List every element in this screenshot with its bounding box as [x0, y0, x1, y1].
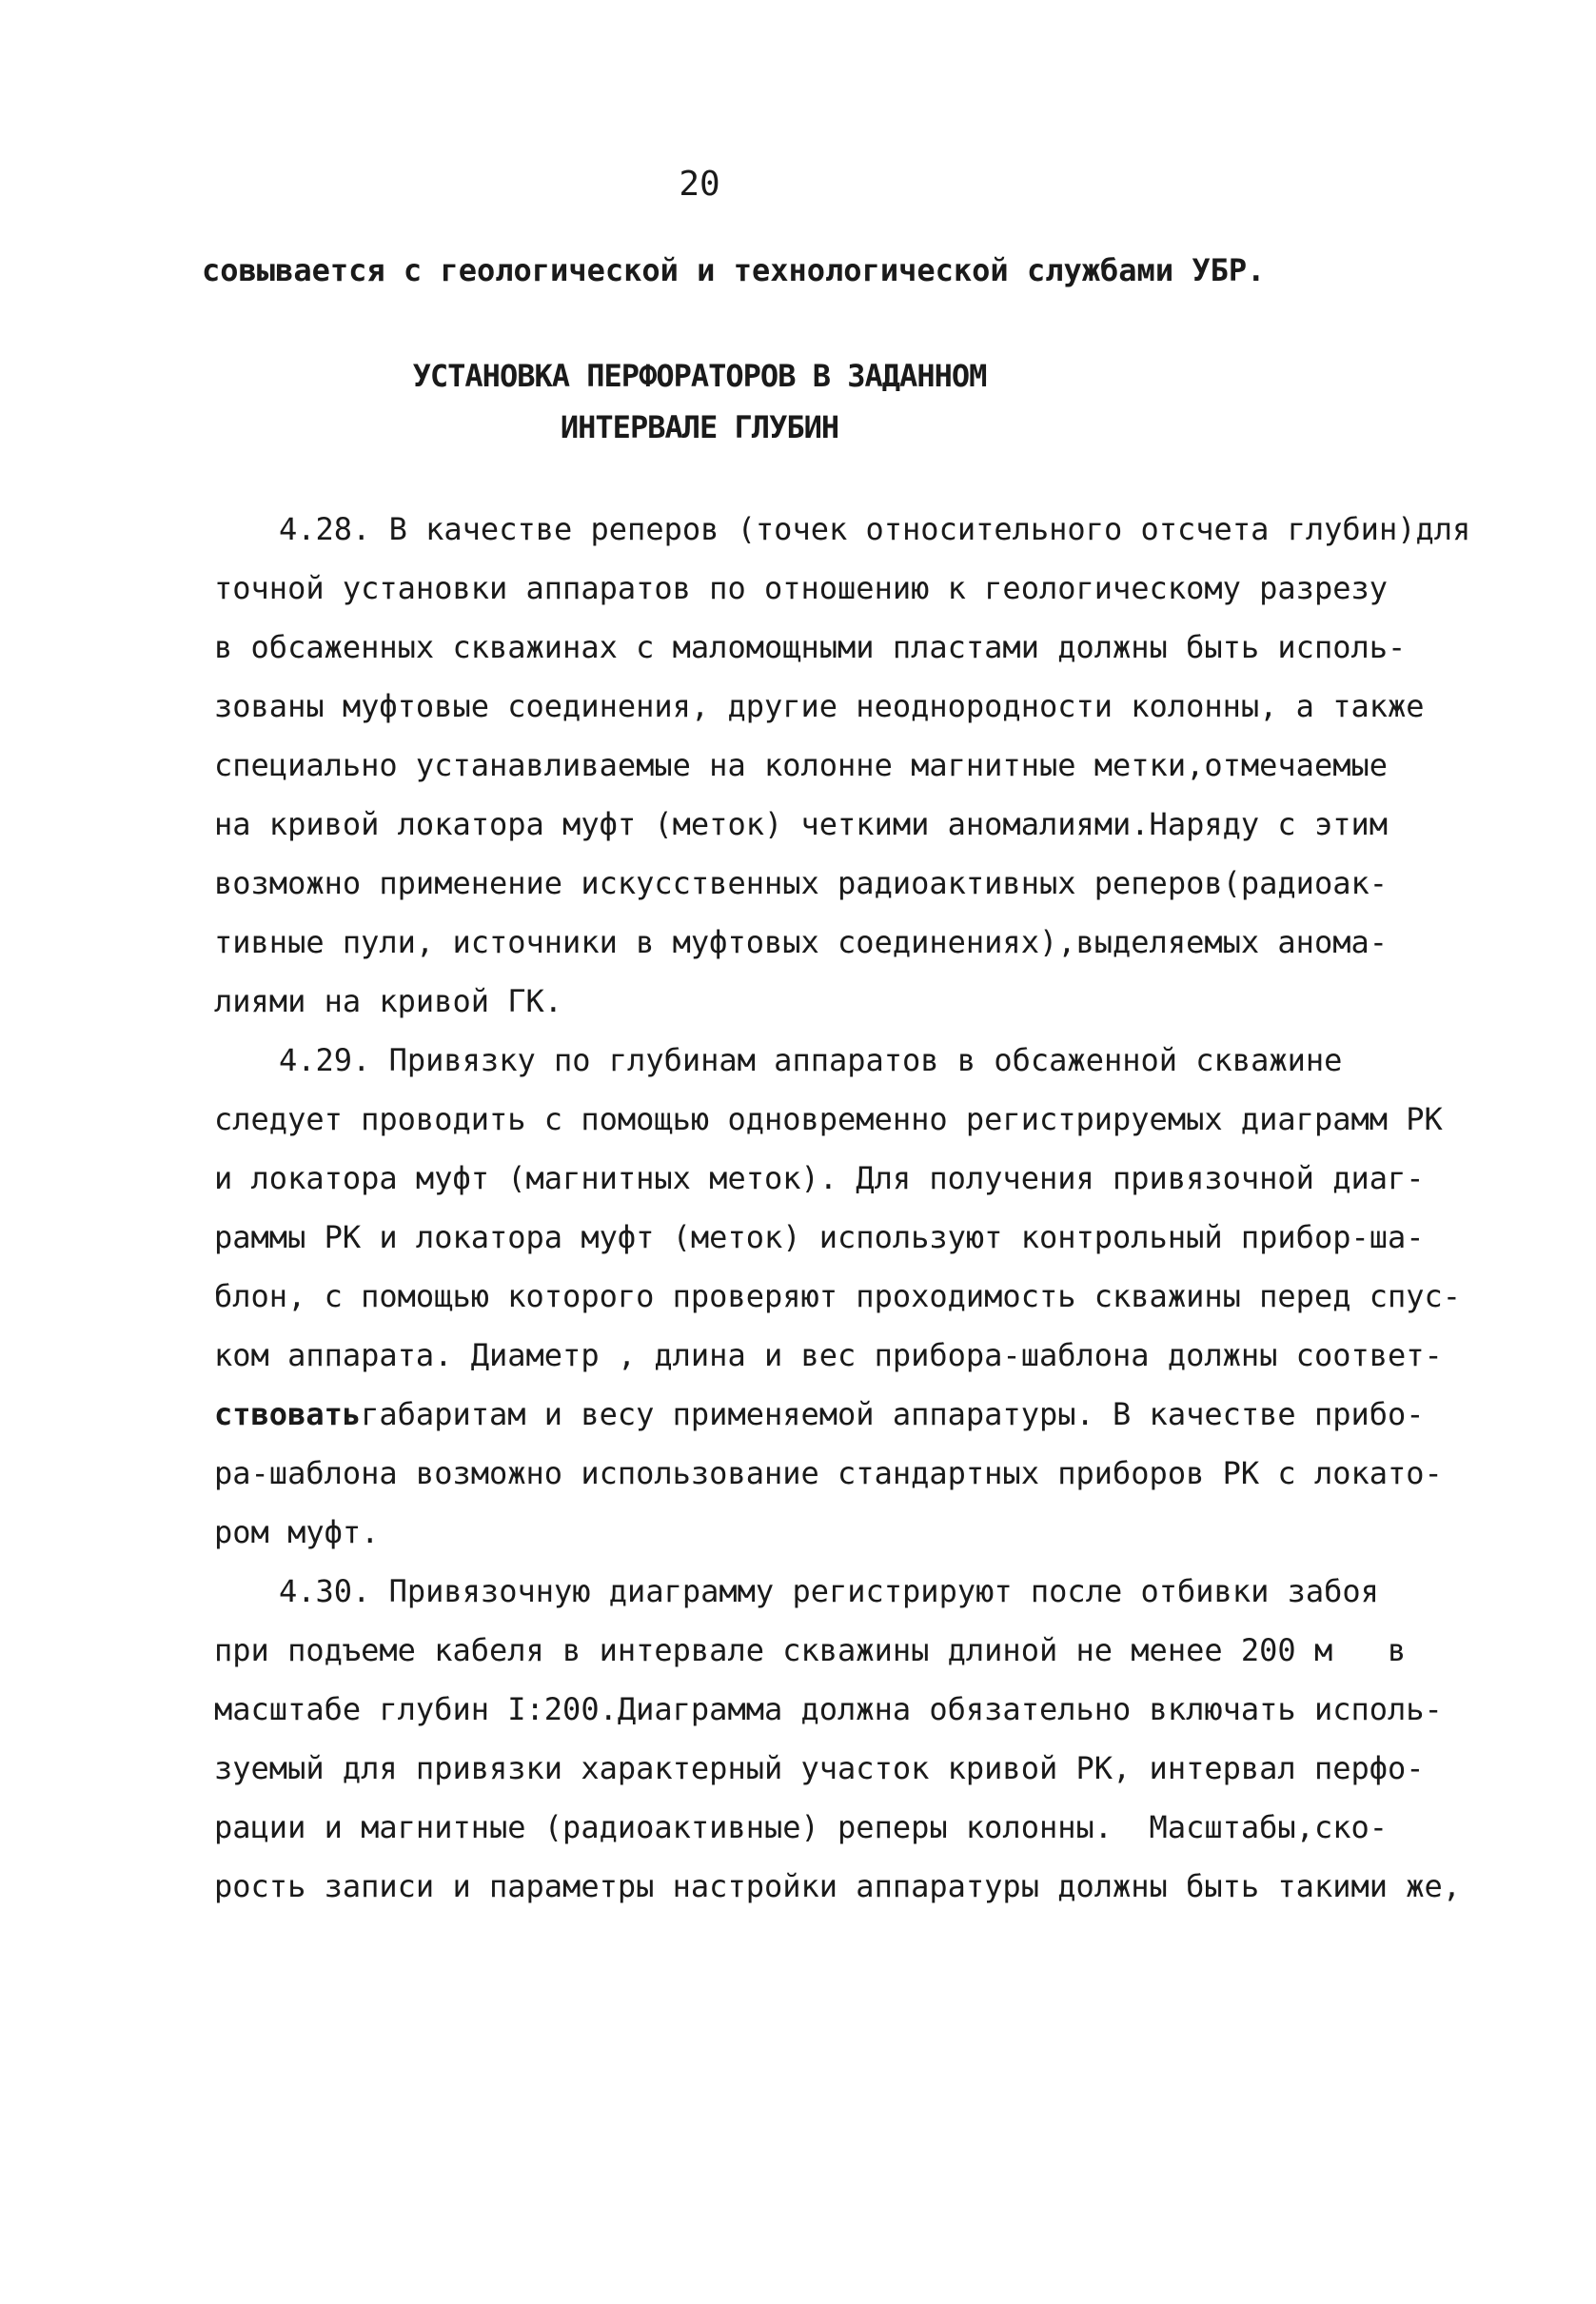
paragraph-4-28	[214, 500, 1471, 1031]
section-heading	[0, 350, 1399, 453]
paragraph-line: масштабе глубин I:200.Диаграмма должна обязательно включать исполь-	[214, 1691, 1443, 1727]
bold-word: ствовать	[214, 1396, 362, 1432]
paragraph-line-with-bold-prefix	[214, 1385, 1451, 1444]
paragraph-line-rest: габаритам и весу применяемой аппаратуры. В качестве прибо-	[361, 1396, 1425, 1432]
paragraph-line: ром муфт.	[214, 1514, 380, 1550]
heading-line: ИНТЕРВАЛЕ ГЛУБИН	[560, 409, 839, 445]
paragraph-line: и локатора муфт (магнитных меток). Для получения привязочной диаг-	[214, 1160, 1425, 1196]
paragraph-line: точной установки аппаратов по отношению к геологическому разрезу	[214, 570, 1388, 606]
paragraph-line: возможно применение искусственных радиоактивных реперов(радиоак-	[214, 865, 1388, 901]
paragraph-line: на кривой локатора муфт (меток) четкими аномалиями.Наряду с этим	[214, 806, 1388, 842]
continuation-line: совывается с геологической и технологической службами УБР.	[202, 252, 1266, 288]
paragraph-line: рации и магнитные (радиоактивные) реперы колонны. Масштабы,ско-	[214, 1809, 1388, 1845]
paragraph-line: специально устанавливаемые на колонне магнитные метки,отмечаемые	[214, 747, 1388, 783]
paragraph-line: в обсаженных скважинах с маломощными пластами должны быть исполь-	[214, 629, 1407, 665]
paragraph-line: раммы РК и локатора муфт (меток) используют контрольный прибор-ша-	[214, 1219, 1425, 1255]
paragraph-line: блон, с помощью которого проверяют проходимость скважины перед спус-	[214, 1278, 1462, 1314]
page-number: 20	[679, 165, 720, 204]
paragraph-line: при подъеме кабеля в интервале скважины длиной не менее 200 м в	[214, 1632, 1407, 1668]
paragraph-line: рость записи и параметры настройки аппаратуры должны быть такими же,	[214, 1868, 1462, 1904]
paragraph-line: 4.28. В качестве реперов (точек относительного отсчета глубин)для	[279, 511, 1471, 547]
paragraph-4-29	[214, 1031, 1462, 1562]
paragraph-line: следует проводить с помощью одновременно регистрируемых диаграмм РК	[214, 1101, 1443, 1137]
paragraph-line: 4.29. Привязку по глубинам аппаратов в обсаженной скважине	[279, 1042, 1343, 1078]
paragraph-line: тивные пули, источники в муфтовых соединениях),выделяемых анома-	[214, 924, 1388, 960]
paragraph-line: ра-шаблона возможно использование стандартных приборов РК с локато-	[214, 1455, 1443, 1491]
heading-line: УСТАНОВКА ПЕРФОРАТОРОВ В ЗАДАННОМ	[412, 358, 987, 394]
paragraph-4-30	[214, 1562, 1462, 1916]
paragraph-line: зуемый для привязки характерный участок кривой РК, интервал перфо-	[214, 1750, 1425, 1786]
paragraph-line: зованы муфтовые соединения, другие неоднородности колонны, а также	[214, 688, 1425, 724]
document-body	[214, 500, 1471, 1916]
paragraph-line: ком аппарата. Диаметр , длина и вес прибора-шаблона должны соответ-	[214, 1337, 1443, 1373]
paragraph-line: лиями на кривой ГК.	[214, 983, 563, 1019]
paragraph-line: 4.30. Привязочную диаграмму регистрируют после отбивки забоя	[279, 1573, 1379, 1609]
